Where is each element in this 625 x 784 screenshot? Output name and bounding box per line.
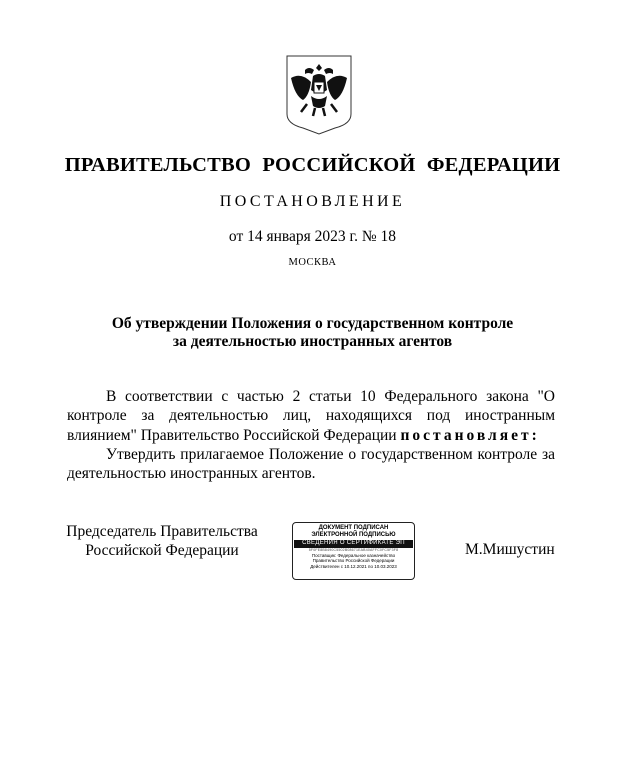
signatory-position xyxy=(62,523,262,560)
subject-line-2: за деятельностью иностранных агентов xyxy=(172,333,453,350)
paragraph-1-text: В соответствии с частью 2 статьи 10 Федерального закона "О контроле за деятельностью лиц, находящихся под иностранным влиянием" Правительство Российской Федерации xyxy=(67,388,555,444)
stamp-serial: 5F0FE8B8490C5502B08671EAB40AFFC0FC5F3F8 xyxy=(308,547,399,552)
document-date-number: от 14 января 2023 г. № 18 xyxy=(228,228,397,245)
stamp-owner: Правительство Российской Федерации xyxy=(312,558,395,564)
document-body xyxy=(67,387,555,483)
document-place: МОСКВА xyxy=(288,257,337,268)
resolves-keyword: постановляет: xyxy=(400,426,540,444)
body-paragraph-2: Утвердить прилагаемое Положение о государственном контроле за деятельностью иностранных агентов. xyxy=(67,445,555,483)
document-type: ПОСТАНОВЛЕНИЕ xyxy=(219,193,406,210)
document-subject xyxy=(0,315,625,351)
stamp-title-1: ДОКУМЕНТ ПОДПИСАН xyxy=(318,525,389,531)
position-line-1: Председатель Правительства xyxy=(66,523,258,540)
government-title: ПРАВИТЕЛЬСТВО РОССИЙСКОЙ ФЕДЕРАЦИИ xyxy=(64,154,561,176)
subject-line-1: Об утверждении Положения о государственном контроле xyxy=(111,315,514,332)
electronic-signature-stamp xyxy=(292,522,415,580)
body-paragraph-1 xyxy=(67,387,555,445)
stamp-validity: Действителен с 10.12.2021 по 10.03.2023 xyxy=(310,564,397,570)
stamp-title-2: ЭЛЕКТРОННОЙ ПОДПИСЬЮ xyxy=(311,532,396,538)
stamp-issuer: Поставщик: Федеральное казначейство xyxy=(311,552,396,558)
position-line-2: Российской Федерации xyxy=(85,541,239,559)
stamp-certificate-banner: СВЕДЕНИЯ О СЕРТИФИКАТЕ ЭП xyxy=(294,540,413,548)
coat-of-arms-icon xyxy=(283,52,355,138)
signatory-name: М.Мишустин xyxy=(465,541,555,558)
